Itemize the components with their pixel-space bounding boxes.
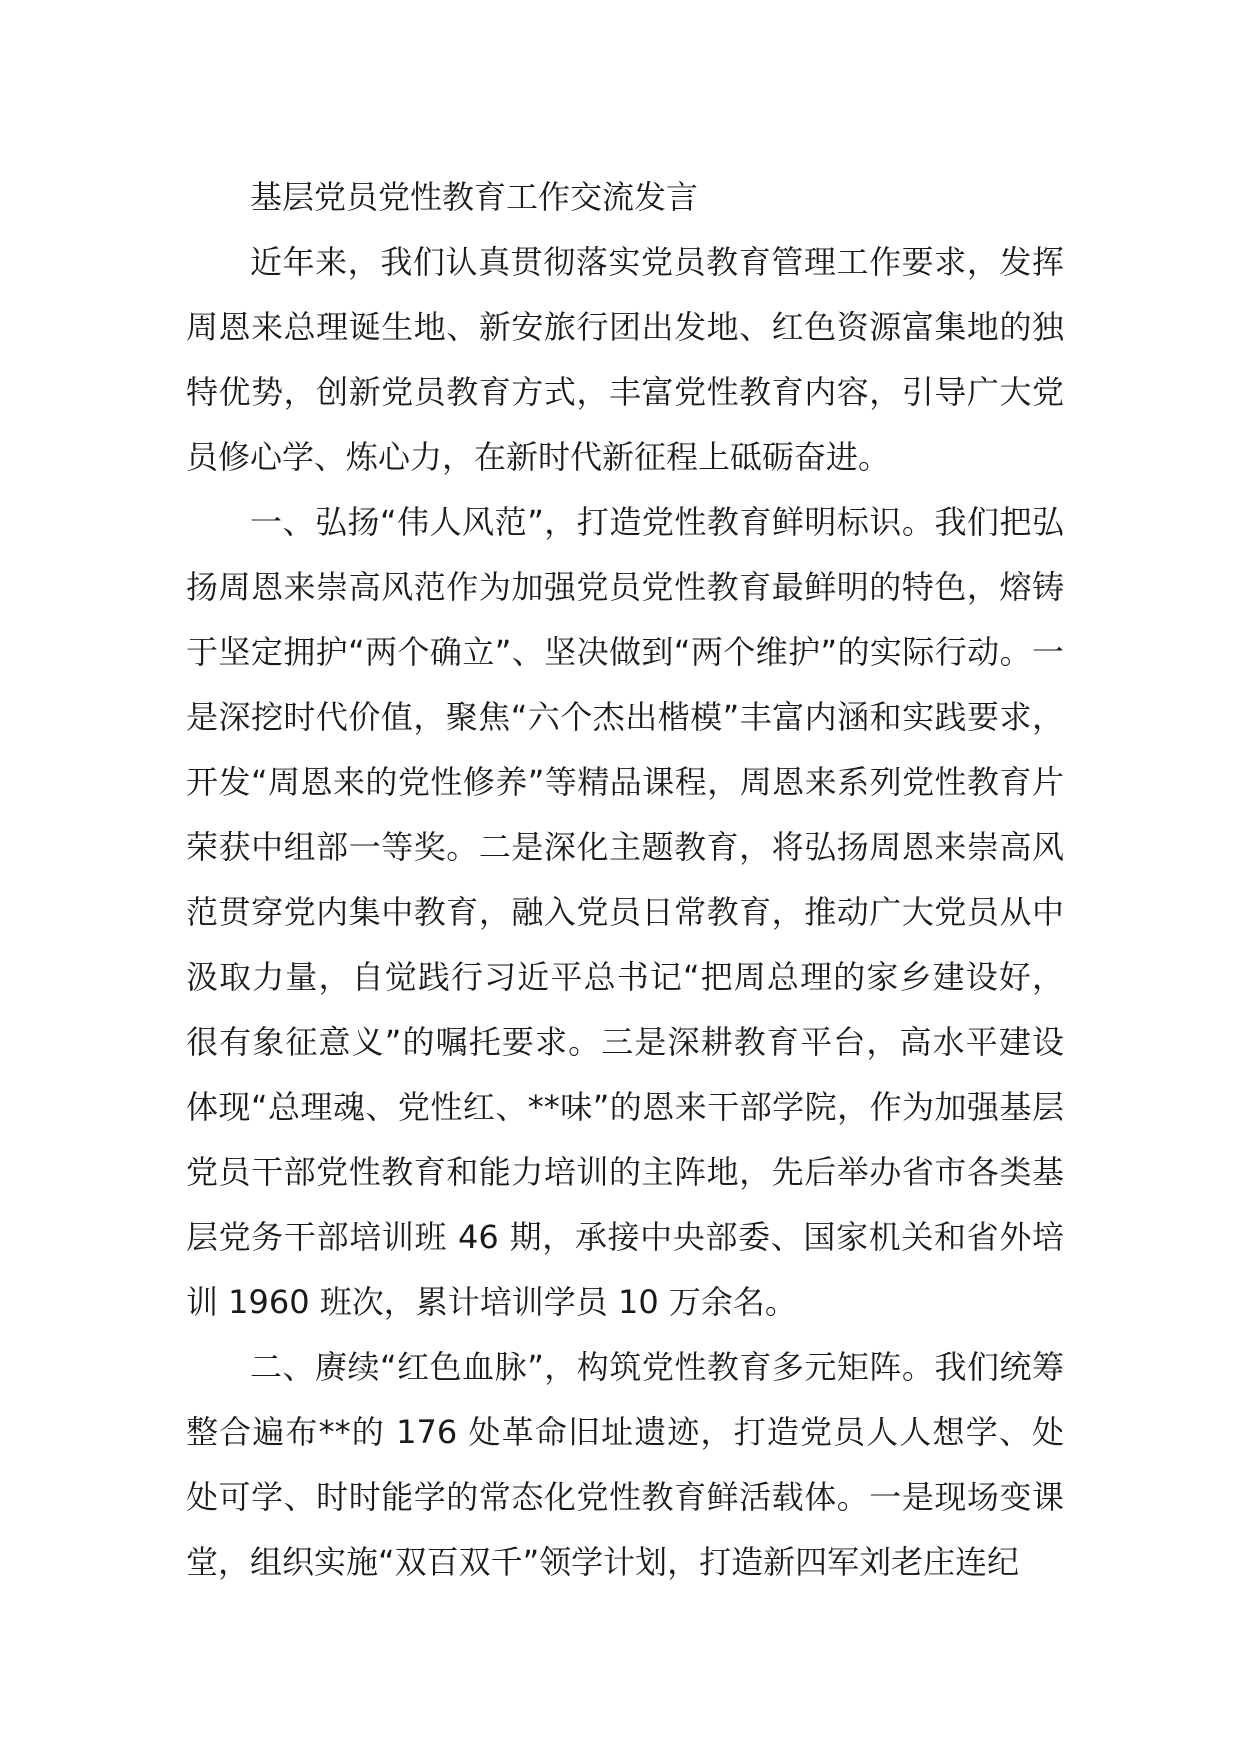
document-page xyxy=(186,165,1064,1595)
paragraph-intro: 近年来，我们认真贯彻落实党员教育管理工作要求，发挥周恩来总理诞生地、新安旅行团出发地、红色资源富集地的独特优势，创新党员教育方式，丰富党性教育内容，引导广大党员修心学、炼心力，在新时代新征程上砥砺奋进。 xyxy=(186,243,1064,476)
document-title: 基层党员党性教育工作交流发言 xyxy=(250,178,699,216)
paragraph-section-one: 一、弘扬“伟人风范”，打造党性教育鲜明标识。我们把弘扬周恩来崇高风范作为加强党员党性教育最鲜明的特色，熔铸于坚定拥护“两个确立”、坚决做到“两个维护”的实际行动。一是深挖时代价值，聚焦“六个杰出楷模”丰富内涵和实践要求，开发“周恩来的党性修养”等精品课程，周恩来系列党性教育片荣获中组部一等奖。二是深化主题教育，将弘扬周恩来崇高风范贯穿党内集中教育，融入党员日常教育，推动广大党员从中汲取力量，自觉践行习近平总书记“把周总理的家乡建设好，很有象征意义”的嘱托要求。三是深耕教育平台，高水平建设体现“总理魂、党性红、**味”的恩来干部学院，作为加强基层党员干部党性教育和能力培训的主阵地，先后举办省市各类基层党务干部培训班 46 期，承接中央部委、国家机关和省外培训 1960 班次，累计培训学员 10 万余名。 xyxy=(186,503,1064,1321)
paragraph-section-two: 二、赓续“红色血脉”，构筑党性教育多元矩阵。我们统筹整合遍布**的 176 处革命旧址遗迹，打造党员人人想学、处处可学、时时能学的常态化党性教育鲜活载体。一是现场变课堂，组织实施“双百双千”领学计划，打造新四军刘老庄连纪 xyxy=(186,1348,1064,1581)
